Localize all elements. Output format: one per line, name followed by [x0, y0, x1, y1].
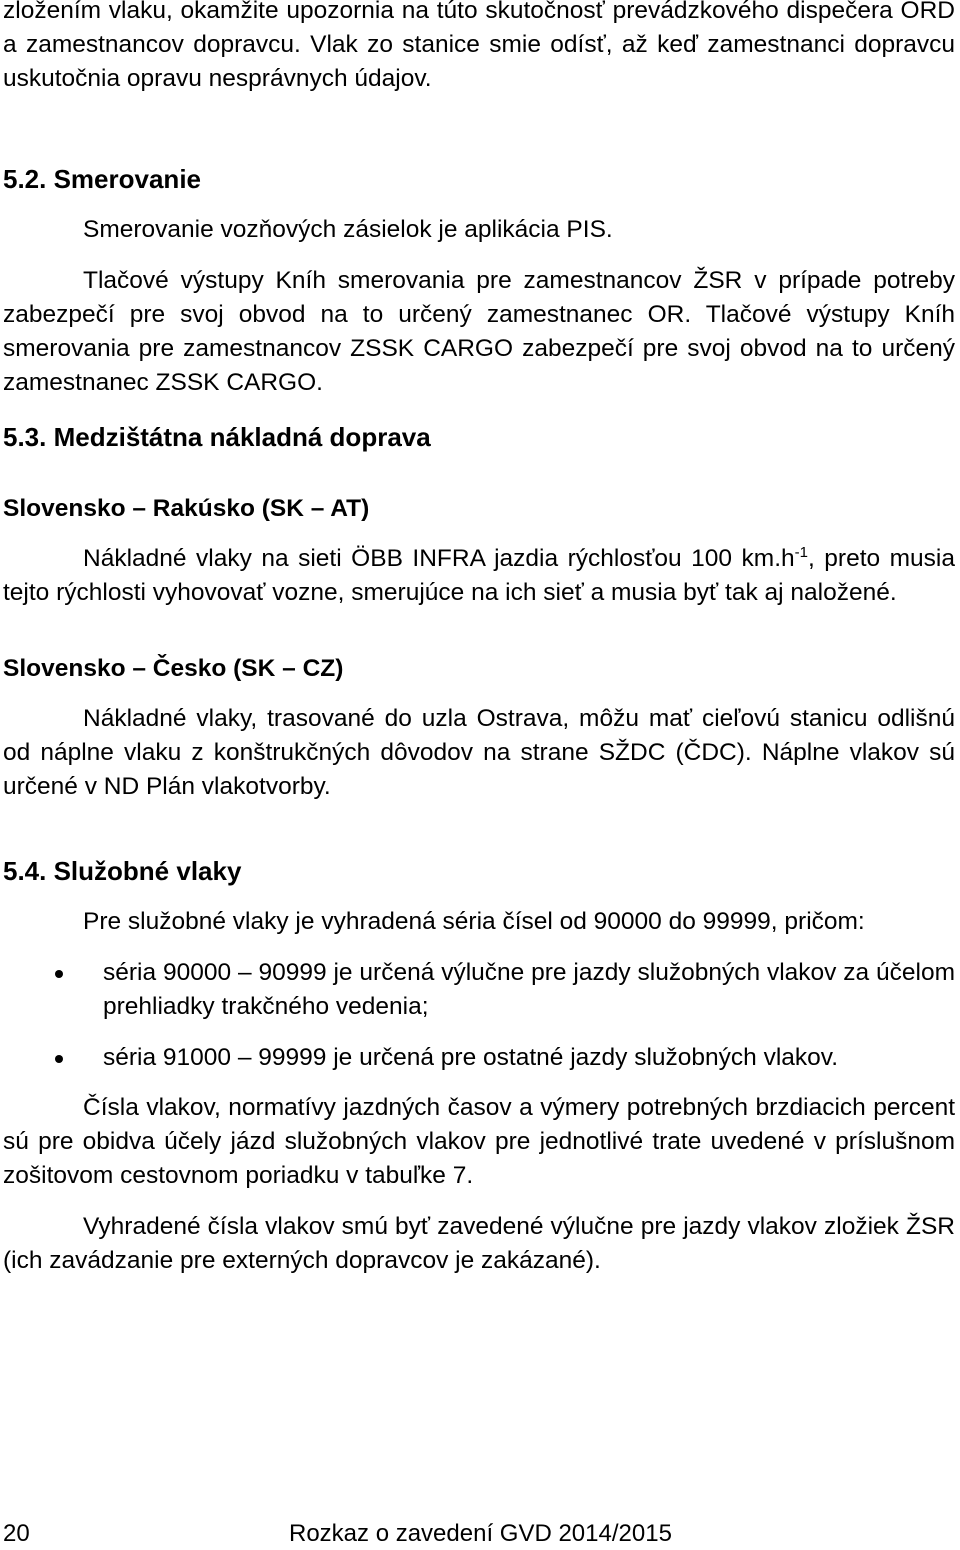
section-5-4-paragraph-3: Vyhradené čísla vlakov smú byť zavedené výlučne pre jazdy vlakov zložiek ŽSR (ich zavádzanie pre externých dopravcov je zakázané).: [3, 1213, 955, 1274]
section-heading-5-2: 5.2. Smerovanie: [3, 164, 201, 194]
section-heading-5-4: 5.4. Služobné vlaky: [3, 856, 242, 886]
section-5-3-paragraph-1: [3, 542, 955, 610]
bullet-icon: [55, 1055, 63, 1063]
section-heading-5-3: 5.3. Medzištátna nákladná doprava: [3, 422, 431, 452]
section-5-2-paragraph-2: Tlačové výstupy Kníh smerovania pre zamestnancov ŽSR v prípade potreby zabezpečí pre svoj obvod na to určený zamestnanec OR. Tlačové výstupy Kníh smerovania pre zamestnancov ZSSK CARGO zabezpečí pre svoj obvod na to určený zamestnanec ZSSK CARGO.: [3, 267, 955, 396]
subheading-sk-cz: Slovensko – Česko (SK – CZ): [3, 655, 344, 682]
service-train-series-list: [3, 956, 955, 1075]
list-item: séria 90000 – 90999 je určená výlučne pre jazdy služobných vlakov za účelom prehliadky trakčného vedenia;: [3, 956, 955, 1024]
footer-title: Rozkaz o zavedení GVD 2014/2015: [289, 1520, 672, 1547]
document-page: [3, 0, 955, 1278]
section-5-2-paragraph-1: Smerovanie vozňových zásielok je aplikácia PIS.: [83, 216, 613, 243]
page-number: 20: [3, 1520, 30, 1547]
section-5-4-paragraph-1: Pre služobné vlaky je vyhradená séria čísel od 90000 do 99999, pričom:: [83, 908, 865, 935]
section-5-3-paragraph-2: Nákladné vlaky, trasované do uzla Ostrava, môžu mať cieľovú stanicu odlišnú od náplne vlaku z konštrukčných dôvodov na strane SŽDC (ČDC). Náplne vlakov sú určené v ND Plán vlakotvorby.: [3, 705, 955, 800]
subheading-sk-at: Slovensko – Rakúsko (SK – AT): [3, 495, 370, 522]
section-5-4-paragraph-2: Čísla vlakov, normatívy jazdných časov a výmery potrebných brzdiacich percent sú pre obidva účely jázd služobných vlakov pre jednotlivé trate uvedené v príslušnom zošitovom cestovnom poriadku v tabuľke 7.: [3, 1094, 955, 1189]
exponent: -1: [794, 543, 808, 561]
speed-text-continued: , preto musia tejto rýchlosti vyhovovať vozne, smerujúce na ich sieť a musia byť tak aj naložené.: [3, 545, 956, 606]
speed-text: Nákladné vlaky na sieti ÖBB INFRA jazdia rýchlosťou 100 km.h: [83, 545, 795, 572]
intro-paragraph: zložením vlaku, okamžite upozornia na túto skutočnosť prevádzkového dispečera ORD a zamestnancov dopravcu. Vlak zo stanice smie odísť, až keď zamestnanci dopravcu uskutočnia opravu nesprávnych údajov.: [3, 0, 955, 92]
list-item: séria 91000 – 99999 je určená pre ostatné jazdy služobných vlakov.: [3, 1041, 955, 1075]
bullet-icon: [55, 970, 63, 978]
